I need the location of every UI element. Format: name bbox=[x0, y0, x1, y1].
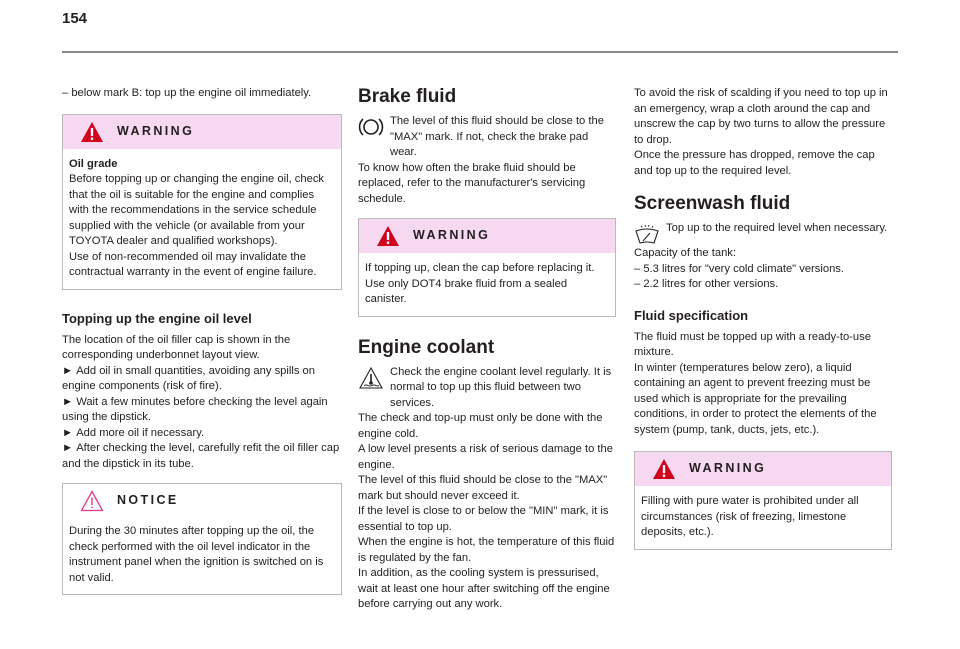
warning-text-2: Use of non-recommended oil may invalidate the contractual warranty in the event of engine failure. bbox=[69, 250, 317, 278]
bullet-item: ► Wait a few minutes before checking the level again using the dipstick. bbox=[62, 395, 342, 426]
warning-label: WARNING bbox=[117, 123, 195, 138]
warning-text: Filling with pure water is prohibited under all circumstances (risk of freezing, limestone deposits, etc.). bbox=[641, 495, 859, 538]
warning-text: If topping up, clean the cap before replacing it. Use only DOT4 brake fluid from a sealed canister. bbox=[365, 262, 595, 305]
warning-box-screenwash bbox=[634, 451, 892, 550]
paragraph: If the level is close to or below the "MIN" mark, it is essential to top up. bbox=[358, 505, 609, 533]
page-number: 154 bbox=[62, 10, 88, 27]
warning-label: WARNING bbox=[689, 461, 767, 476]
paragraph: In addition, as the cooling system is pressurised, wait at least one hour after switching off the engine before carrying out any work. bbox=[358, 567, 610, 610]
paragraph: Capacity of the tank: bbox=[634, 247, 736, 259]
column-1 bbox=[62, 86, 342, 609]
column-2 bbox=[358, 86, 616, 613]
notice-body bbox=[63, 518, 341, 594]
warning-box-oil-grade bbox=[62, 114, 342, 290]
paragraph: The level of this fluid should be close to the "MAX" mark but should never exceed it. bbox=[358, 474, 608, 502]
paragraph: The fluid must be topped up with a ready-to-use mixture. bbox=[634, 330, 871, 358]
notice-box bbox=[62, 483, 342, 595]
paragraph: The level of this fluid should be close to the "MAX" mark. If not, check the brake pad wear. bbox=[390, 115, 604, 158]
paragraph: To avoid the risk of scalding if you need to top up in an emergency, wrap a cloth around the cap and unscrew the cap by two turns to allow the pressure to drop. bbox=[634, 87, 888, 146]
paragraph: Check the engine coolant level regularly. It is normal to top up this fluid between two services. bbox=[390, 365, 612, 409]
notice-triangle-icon bbox=[80, 490, 104, 512]
bullet-item: ► After checking the level, carefully refit the oil filler cap and the dipstick in its tube. bbox=[62, 441, 342, 472]
section-heading-screenwash: Screenwash fluid bbox=[634, 193, 791, 214]
warning-header bbox=[63, 115, 341, 149]
notice-header bbox=[63, 484, 341, 518]
warning-label: WARNING bbox=[413, 228, 491, 243]
section-heading-engine-coolant: Engine coolant bbox=[358, 336, 495, 358]
bullet-item: ► Add more oil if necessary. bbox=[62, 426, 342, 442]
warning-triangle-icon bbox=[80, 121, 104, 143]
section-heading-fluid-spec: Fluid specification bbox=[634, 307, 749, 323]
paragraph: The check and top-up must only be done with the engine cold. bbox=[358, 412, 603, 440]
notice-text: During the 30 minutes after topping up the oil, the check performed with the oil level indicator in the instrument panel when the ignition is switched on is not valid. bbox=[69, 525, 324, 584]
paragraph: The location of the oil filler cap is shown in the corresponding underbonnet layout view. bbox=[62, 333, 291, 361]
header-rule bbox=[62, 51, 898, 53]
coolant-temperature-icon bbox=[358, 366, 384, 390]
paragraph: Once the pressure has dropped, remove the cap and top up to the required level. bbox=[634, 149, 875, 177]
paragraph: In winter (temperatures below zero), a liquid containing an agent to prevent freezing must be used which is appropriate for the prevailing conditions, in order to protect the elements of the system (pump, tank, ducts, jets, etc.). bbox=[634, 361, 877, 436]
intro-text: – below mark B: top up the engine oil immediately. bbox=[62, 87, 312, 99]
bullet-item: ► Add oil in small quantities, avoiding any spills on engine components (risk of fire). bbox=[62, 364, 342, 395]
warning-title: Oil grade bbox=[69, 157, 118, 170]
warning-text: Before topping up or changing the engine oil, check that the oil is suitable for the engine and complies with the recommendations in the service schedule supplied with the vehicle (or available from your TOYOTA dealer and qualified workshops). bbox=[69, 173, 325, 247]
section-heading-brake-fluid: Brake fluid bbox=[358, 86, 457, 107]
warning-body bbox=[359, 253, 615, 316]
warning-header bbox=[635, 452, 891, 486]
warning-body bbox=[63, 149, 341, 289]
paragraph: A low level presents a risk of serious damage to the engine. bbox=[358, 443, 613, 471]
warning-body bbox=[635, 486, 891, 549]
list-item: – 2.2 litres for other versions. bbox=[634, 278, 779, 290]
warning-box-brake bbox=[358, 218, 616, 317]
brake-warning-icon bbox=[358, 115, 384, 139]
coolant-intro bbox=[358, 365, 616, 412]
paragraph: To know how often the brake fluid should be replaced, refer to the manufacturer's servicing schedule. bbox=[358, 161, 586, 205]
warning-header bbox=[359, 219, 615, 253]
screenwash-icon bbox=[634, 222, 660, 246]
section-heading-topping-up: Topping up the engine oil level bbox=[62, 310, 252, 326]
paragraph: When the engine is hot, the temperature of this fluid is regulated by the fan. bbox=[358, 536, 615, 564]
list-item: – 5.3 litres for "very cold climate" versions. bbox=[634, 262, 845, 275]
warning-triangle-icon bbox=[376, 225, 400, 247]
column-3 bbox=[634, 86, 892, 564]
brake-fluid-intro bbox=[358, 114, 616, 161]
notice-label: NOTICE bbox=[117, 493, 179, 508]
screenwash-intro bbox=[634, 221, 892, 246]
paragraph: Top up to the required level when necessary. bbox=[666, 222, 888, 234]
warning-triangle-icon bbox=[652, 458, 676, 480]
